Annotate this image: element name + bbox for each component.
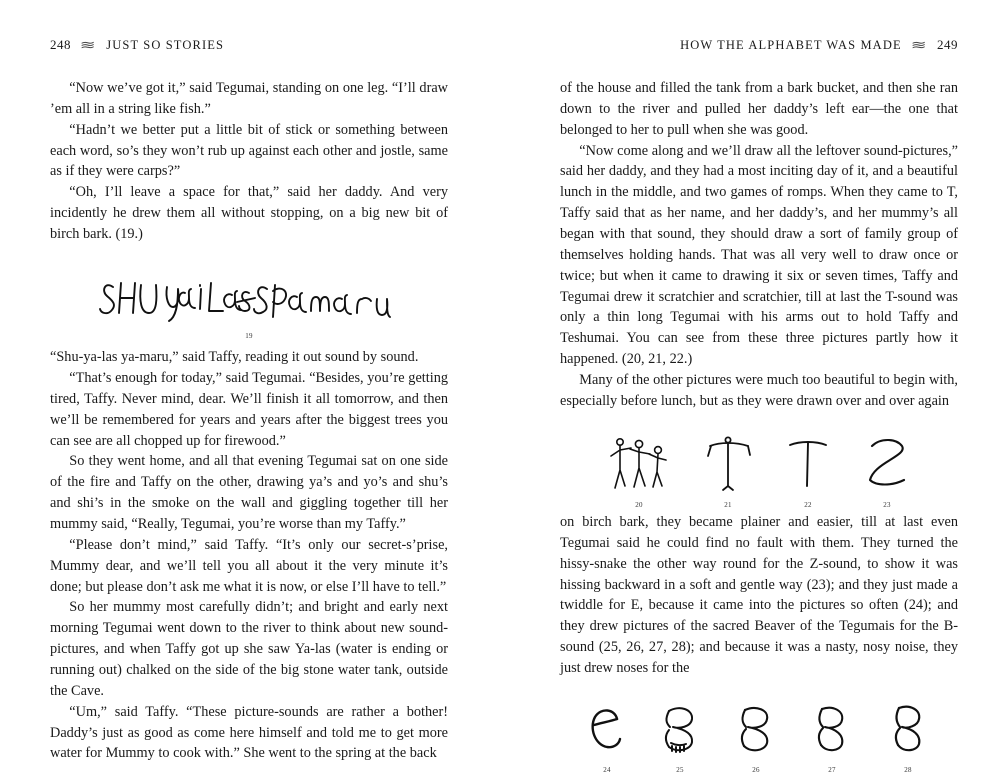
simplified-family-figure-icon xyxy=(704,434,752,492)
figure-24-cell xyxy=(589,701,625,775)
figure-number: 21 xyxy=(724,500,732,509)
figure-25-cell xyxy=(659,701,701,775)
left-page xyxy=(0,0,504,768)
shu-ya-las-ya-maru-glyphs-icon xyxy=(99,271,399,329)
e-twiddle-icon xyxy=(589,701,625,757)
left-folio: 248 xyxy=(50,37,72,52)
left-running-head xyxy=(50,36,448,54)
figure-20-cell xyxy=(608,434,670,510)
t-letter-figure-icon xyxy=(786,434,830,492)
figure-number: 19 xyxy=(245,331,253,340)
figure-number: 25 xyxy=(676,765,684,774)
b-shape-icon xyxy=(811,701,853,757)
figure-28-cell xyxy=(887,701,929,775)
family-group-figure-icon xyxy=(608,434,670,492)
z-sound-snake-icon xyxy=(864,434,910,492)
paragraph: of the house and filled the tank from a bark bucket, and then she ran down to the river and pulled her daddy’s left ear—the one that belonged to her to pull when she was good. xyxy=(560,80,958,138)
paragraph: “Hadn’t we better put a little bit of stick or something between each word, so’s they won’t rub up against each other and jostle, same as if they were carps?” xyxy=(50,121,448,180)
figure-number: 22 xyxy=(804,500,812,509)
paragraph: “Shu-ya-las ya-maru,” said Taffy, reading it out sound by sound. xyxy=(50,349,419,366)
paragraph: Many of the other pictures were much too beautiful to begin with, especially before lunch, but as they were drawn over and over again xyxy=(560,372,958,409)
left-running-head-title: JUST SO STORIES xyxy=(106,37,225,52)
right-folio: 249 xyxy=(936,37,958,52)
paragraph: on birch bark, they became plainer and easier, till at last even Tegumai said he could find no fault with them. They turned the hissy-snake the other way round for the Z-sound, to show it was hissing backward in a soft and gentle way (23); and they just made a twiddle for E, because it came into the pictures so often (24); and they drew pictures of the sacred Beaver of the Tegumais for the B-sound (25, 26, 27, 28); and because it was a nasty, nosy noise, they just drew noses for the xyxy=(560,513,958,676)
paragraph: “Now come along and we’ll draw all the leftover sound-pictures,” said her daddy, and they had a most inciting day of it, and a beautiful lunch in the middle, and two games of romps. When they came to T, Taffy said that as her name, and her daddy’s, and her mummy’s all began with that sound, they should draw a sort of family group of themselves holding hands. That was all very well to draw once or twice; but when it came to drawing it six or seven times, Taffy and Tegumai drew it scratchier and scratchier, till at last the T-sound was only a thin long Tegumai with his arms out to hold Taffy and Teshumai. You can see from these three pictures partly how it happened. (20, 21, 22.) xyxy=(560,142,958,368)
right-body-text xyxy=(560,78,958,775)
paragraph: “Now we’ve got it,” said Tegumai, standing on one leg. “I’ll draw ’em all in a string like fish.” xyxy=(50,80,448,117)
paragraph: “Um,” said Taffy. “These picture-sounds are rather a bother! Daddy’s just as good as come here himself and told me to get more water for Mummy to cook with.” She went to the spring at the back xyxy=(50,703,448,762)
beaver-simplified-icon xyxy=(735,701,777,757)
figure-number: 24 xyxy=(603,765,611,774)
left-body-text xyxy=(50,78,448,764)
figure-number: 27 xyxy=(828,765,836,774)
figure-number: 23 xyxy=(883,500,891,509)
paragraph: “Oh, I’ll leave a space for that,” said her daddy. And very incidently he drew them all without stopping, on a big new bit of birch bark. (19.) xyxy=(50,184,448,243)
right-running-head xyxy=(560,36,958,54)
figure-23-cell xyxy=(864,434,910,510)
figure-27-cell xyxy=(811,701,853,775)
right-page xyxy=(504,0,1008,774)
ornament-icon: ≋ xyxy=(910,37,929,52)
figure-26-cell xyxy=(735,701,777,775)
figure-number: 26 xyxy=(752,765,760,774)
figure-b-sound-row xyxy=(560,701,958,775)
figure-number: 20 xyxy=(635,500,643,509)
paragraph: So her mummy most carefully didn’t; and bright and early next morning Tegumai went down to the river to think about new sound-pictures, and when Taffy got up she saw Ya-las (water is ending or running out) chalked on the side of the big stone water tank, outside the Cave. xyxy=(50,599,448,699)
figure-number: 28 xyxy=(904,765,912,774)
figure-t-evolution-row xyxy=(560,434,958,510)
figure-21-cell xyxy=(704,434,752,510)
figure-22-cell xyxy=(786,434,830,510)
right-running-head-title: HOW THE ALPHABET WAS MADE xyxy=(680,37,902,52)
paragraph: “Please don’t mind,” said Taffy. “It’s only our secret-s’prise, Mummy dear, and we’ll tell you all about it the very minute it’s done; but please don’t ask me what it is now, or else I’ll have to tell.” xyxy=(50,536,448,595)
paragraph: “That’s enough for today,” said Tegumai. “Besides, you’re getting tired, Taffy. Never mind, dear. We’ll finish it all tomorrow, and then we’ll be remembered for years and years after the biggest trees you can see are all chopped up for firewood.” xyxy=(50,369,448,449)
b-letter-icon xyxy=(887,701,929,757)
ornament-icon: ≋ xyxy=(79,37,98,52)
figure-19-script xyxy=(50,271,448,341)
beaver-detailed-icon xyxy=(659,701,701,757)
paragraph: So they went home, and all that evening Tegumai sat on one side of the fire and Taffy on the other, drawing ya’s and yo’s and shu’s and shi’s in the smoke on the wall and giggling together till her mummy said, “Really, Tegumai, you’re worse than my Taffy.” xyxy=(50,453,448,532)
